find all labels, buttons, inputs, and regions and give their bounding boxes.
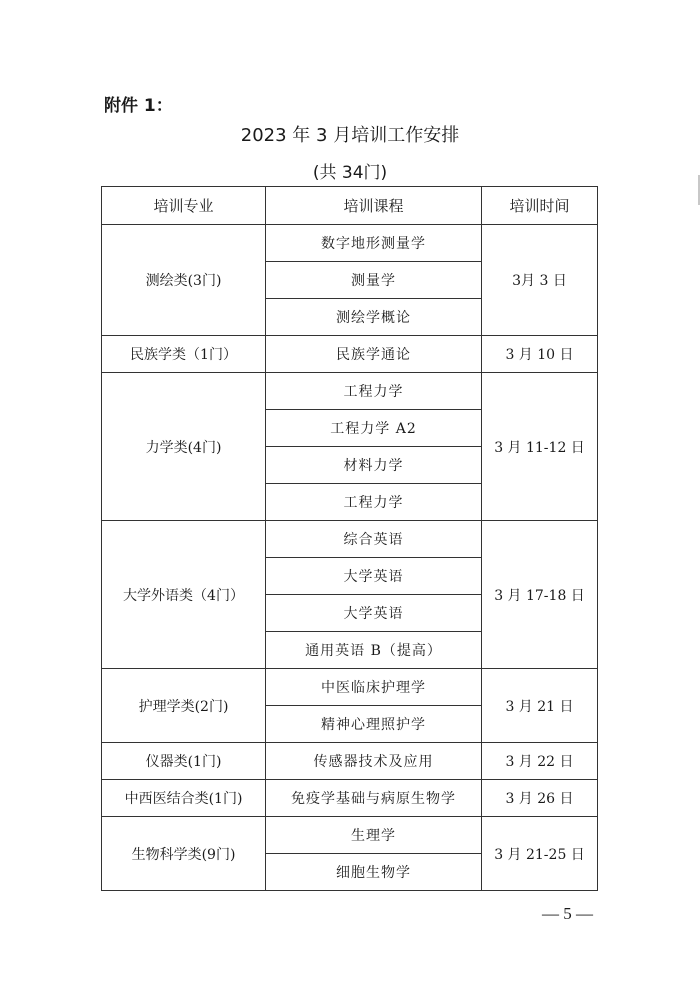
course-cell: 通用英语 B（提高） <box>266 632 482 669</box>
major-cell: 测绘类(3门) <box>102 225 266 336</box>
course-cell: 测绘学概论 <box>266 299 482 336</box>
time-cell: 3 月 11-12 日 <box>482 373 598 521</box>
course-cell: 大学英语 <box>266 595 482 632</box>
table-row <box>102 521 598 558</box>
time-cell: 3月 3 日 <box>482 225 598 336</box>
time-cell: 3 月 21-25 日 <box>482 817 598 891</box>
major-cell: 中西医结合类(1门) <box>102 780 266 817</box>
table-row <box>102 743 598 780</box>
time-cell: 3 月 10 日 <box>482 336 598 373</box>
page-title: 2023 年 3 月培训工作安排 <box>240 125 460 146</box>
table-row <box>102 373 598 410</box>
course-cell: 数字地形测量学 <box>266 225 482 262</box>
course-cell: 材料力学 <box>266 447 482 484</box>
table-header-row <box>102 187 598 225</box>
table-row <box>102 225 598 262</box>
course-cell: 精神心理照护学 <box>266 706 482 743</box>
header-course: 培训课程 <box>266 187 482 225</box>
course-cell: 生理学 <box>266 817 482 854</box>
page-number: — 5 — <box>542 904 593 923</box>
course-cell: 中医临床护理学 <box>266 669 482 706</box>
time-cell: 3 月 17-18 日 <box>482 521 598 669</box>
table-row <box>102 780 598 817</box>
course-cell: 工程力学 <box>266 373 482 410</box>
time-cell: 3 月 26 日 <box>482 780 598 817</box>
major-cell: 力学类(4门) <box>102 373 266 521</box>
page-subtitle: (共 34门) <box>312 163 388 183</box>
time-cell: 3 月 22 日 <box>482 743 598 780</box>
major-cell: 护理学类(2门) <box>102 669 266 743</box>
course-cell: 工程力学 A2 <box>266 410 482 447</box>
course-cell: 测量学 <box>266 262 482 299</box>
table-row <box>102 336 598 373</box>
course-cell: 工程力学 <box>266 484 482 521</box>
course-cell: 细胞生物学 <box>266 854 482 891</box>
course-cell: 传感器技术及应用 <box>266 743 482 780</box>
header-major: 培训专业 <box>102 187 266 225</box>
major-cell: 仪器类(1门) <box>102 743 266 780</box>
major-cell: 民族学类（1门） <box>102 336 266 373</box>
header-time: 培训时间 <box>482 187 598 225</box>
course-cell: 综合英语 <box>266 521 482 558</box>
attachment-label: 附件 1： <box>104 96 173 116</box>
course-cell: 民族学通论 <box>266 336 482 373</box>
course-cell: 免疫学基础与病原生物学 <box>266 780 482 817</box>
table-row <box>102 669 598 706</box>
training-schedule-table <box>101 186 598 891</box>
major-cell: 大学外语类（4门） <box>102 521 266 669</box>
major-cell: 生物科学类(9门) <box>102 817 266 891</box>
table-body <box>102 225 598 891</box>
course-cell: 大学英语 <box>266 558 482 595</box>
time-cell: 3 月 21 日 <box>482 669 598 743</box>
table-row <box>102 817 598 854</box>
